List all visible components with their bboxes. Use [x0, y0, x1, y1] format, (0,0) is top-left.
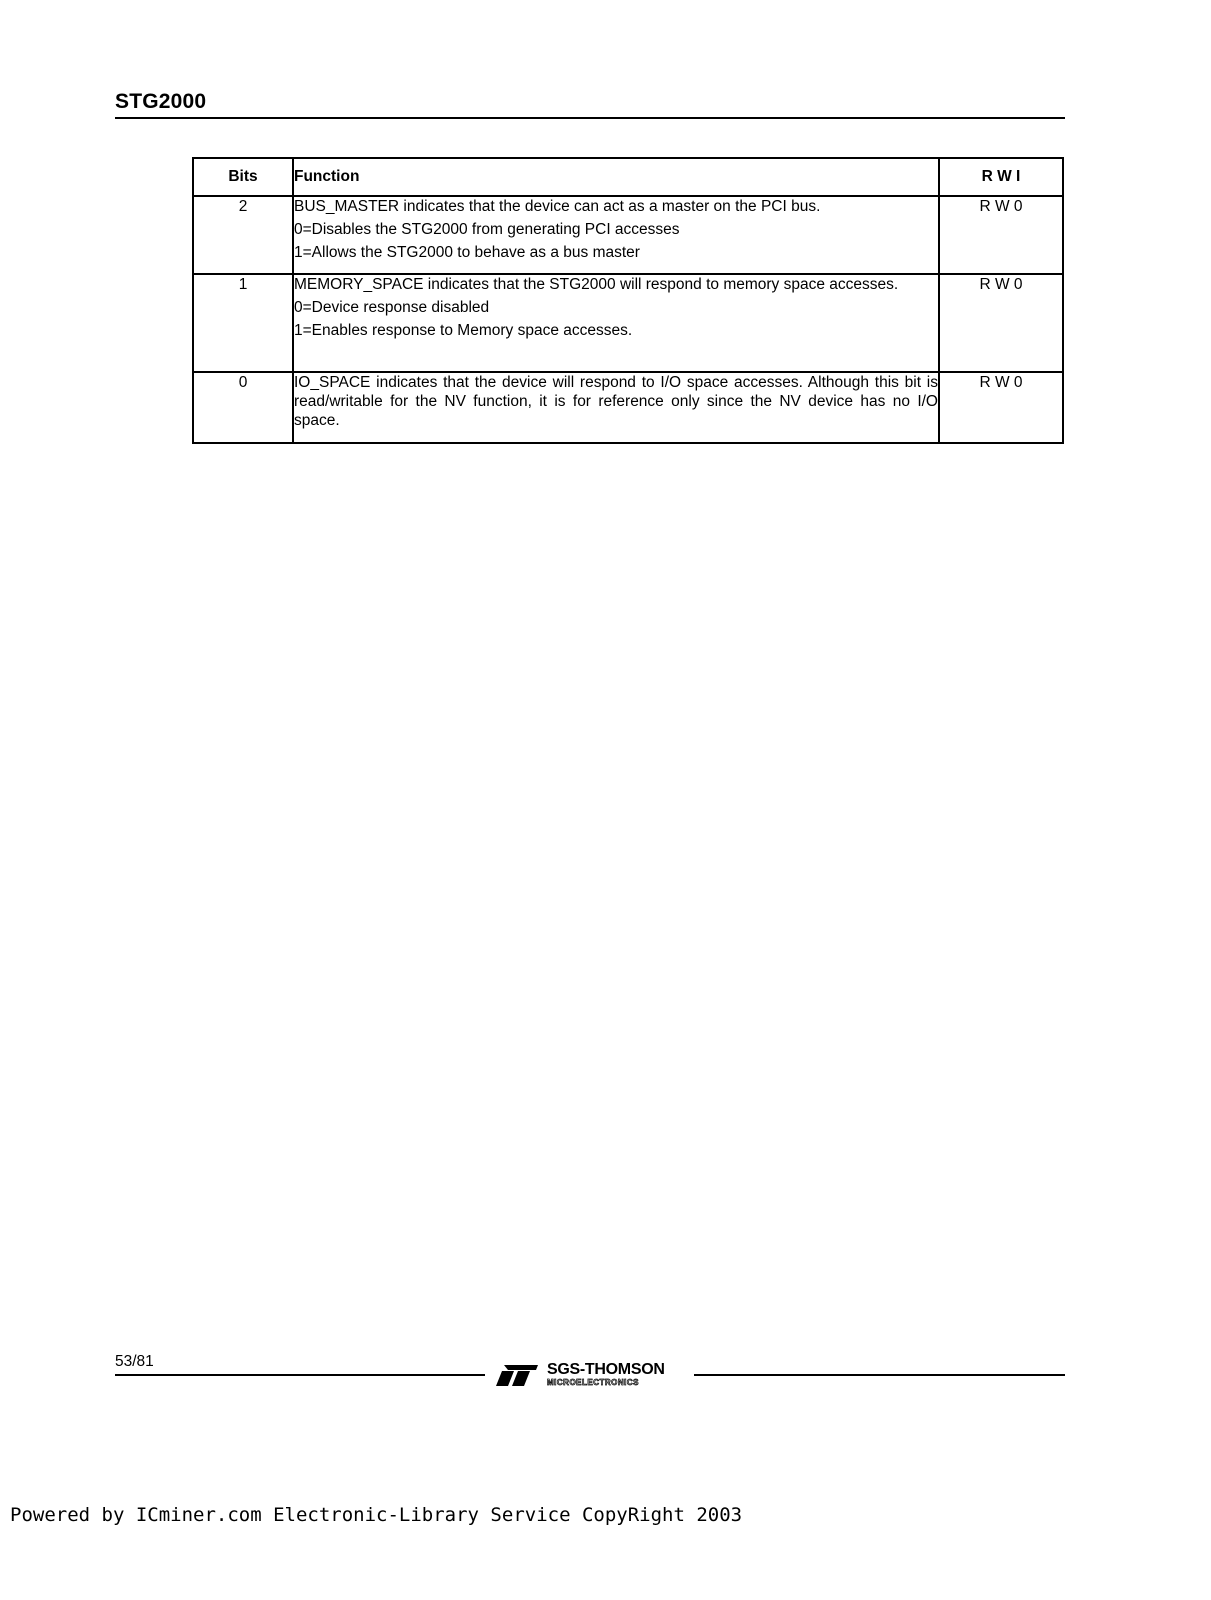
table-row — [193, 274, 1063, 372]
footer-divider-left — [115, 1374, 485, 1376]
function-line: MEMORY_SPACE indicates that the STG2000 will respond to memory space accesses. — [294, 276, 899, 293]
function-line: BUS_MASTER indicates that the device can act as a master on the PCI bus. — [294, 198, 821, 215]
bits-cell: 1 — [193, 274, 293, 372]
bits-cell: 0 — [193, 372, 293, 443]
header-divider — [115, 117, 1065, 119]
function-cell — [293, 274, 939, 372]
table-header-row — [193, 158, 1063, 196]
function-cell — [293, 372, 939, 443]
st-logo-icon — [494, 1365, 540, 1387]
document-title: STG2000 — [115, 90, 207, 113]
function-line: 0=Device response disabled — [294, 299, 490, 316]
table-row — [193, 196, 1063, 274]
column-header-bits: Bits — [193, 158, 293, 196]
function-line: IO_SPACE indicates that the device will respond to I/O space accesses. Although this bit is read/writable for the NV function, it is for reference only since the NV device has no I/O space. — [294, 374, 938, 429]
table-row — [193, 372, 1063, 443]
rwi-cell: R W 0 — [939, 372, 1063, 443]
bits-cell: 2 — [193, 196, 293, 274]
page-number: 53/81 — [115, 1353, 154, 1370]
column-header-rwi: R W I — [939, 158, 1063, 196]
rwi-cell: R W 0 — [939, 196, 1063, 274]
register-table — [192, 157, 1064, 444]
function-line: 1=Enables response to Memory space accesses. — [294, 322, 633, 339]
rwi-cell: R W 0 — [939, 274, 1063, 372]
logo-company-subtitle: MICROELECTRONICS — [547, 1378, 639, 1387]
logo-company-name: SGS-THOMSON — [547, 1361, 665, 1378]
footer-divider-right — [694, 1374, 1065, 1376]
function-cell — [293, 196, 939, 274]
column-header-function: Function — [293, 158, 939, 196]
function-line: 1=Allows the STG2000 to behave as a bus master — [294, 244, 640, 261]
company-logo — [494, 1361, 686, 1391]
powered-by-notice: Powered by ICminer.com Electronic-Library Service CopyRight 2003 — [10, 1504, 743, 1526]
function-line: 0=Disables the STG2000 from generating PCI accesses — [294, 221, 680, 238]
